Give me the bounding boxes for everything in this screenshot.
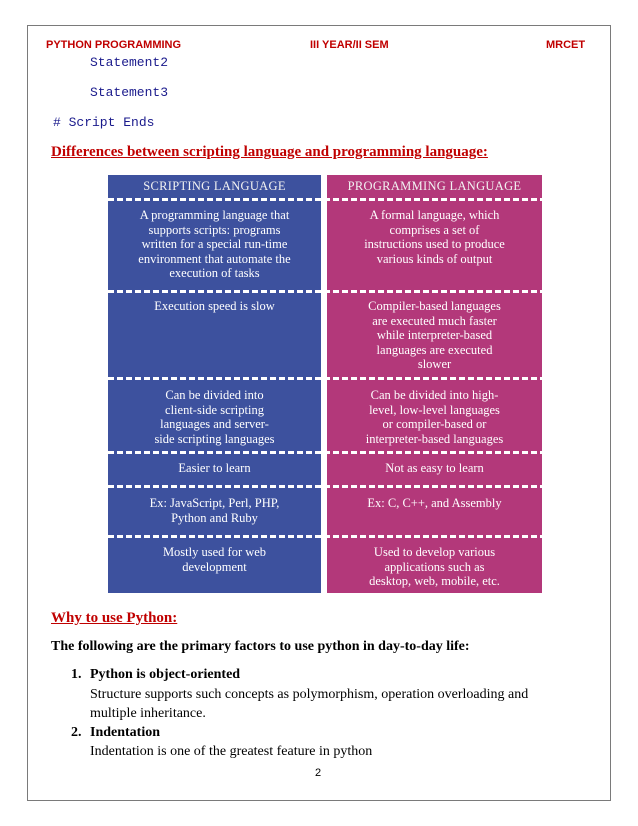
programming-header: PROGRAMMING LANGUAGE	[347, 179, 522, 193]
why-python-heading: Why to use Python:	[51, 610, 178, 626]
row6-scripting: Mostly used for web development	[162, 545, 267, 574]
row1-scripting: A programming language that supports scripts: programs written for a special run-time environment that automate the execution of tasks	[138, 208, 291, 280]
row-separator	[108, 485, 542, 488]
header-college: MRCET	[546, 39, 586, 51]
row5-programming: Ex: C, C++, and Assembly	[367, 496, 502, 510]
row1-programming: A formal language, which comprises a set of instructions used to produce various kinds of output	[364, 208, 505, 266]
row-separator	[108, 377, 542, 380]
row2-scripting: Execution speed is slow	[154, 299, 275, 313]
factor-1-title: Python is object-oriented	[90, 667, 241, 682]
code-statement3: Statement3	[90, 85, 169, 100]
header-subject: PYTHON PROGRAMMING	[46, 39, 182, 51]
row-separator	[108, 198, 542, 201]
factor-1-line-1: Structure supports such concepts as polymorphism, operation overloading and	[90, 687, 529, 702]
row5-scripting: Ex: JavaScript, Perl, PHP, Python and Ruby	[149, 496, 280, 525]
column-divider	[321, 175, 327, 593]
row-separator	[108, 535, 542, 538]
comparison-table	[108, 175, 542, 593]
factor-2-line-1: Indentation is one of the greatest feature in python	[90, 744, 373, 759]
row-separator	[108, 451, 542, 454]
intro-text: The following are the primary factors to use python in day-to-day life:	[51, 639, 470, 654]
row3-scripting: Can be divided into client-side scripting languages and server- side scripting languages	[154, 388, 275, 446]
row6-programming: Used to develop various applications such as desktop, web, mobile, etc.	[369, 545, 500, 588]
row4-programming: Not as easy to learn	[385, 461, 484, 475]
row-separator	[108, 290, 542, 293]
row3-programming: Can be divided into high- level, low-level languages or compiler-based or interpreter-based languages	[365, 388, 504, 446]
factor-2-number: 2.	[71, 725, 82, 740]
header-year: III YEAR/II SEM	[310, 39, 389, 51]
row2-programming: Compiler-based languages are executed much faster while interpreter-based languages are executed slower	[368, 299, 501, 371]
scripting-header: SCRIPTING LANGUAGE	[143, 179, 286, 193]
factor-2-title: Indentation	[90, 725, 161, 740]
factor-1-line-2: multiple inheritance.	[90, 706, 206, 721]
code-statement2: Statement2	[90, 55, 169, 70]
code-script-ends: # Script Ends	[53, 115, 155, 130]
factor-1-number: 1.	[71, 667, 82, 682]
page-number: 2	[315, 767, 322, 779]
differences-heading: Differences between scripting language and programming language:	[51, 144, 488, 160]
row4-scripting: Easier to learn	[178, 461, 251, 475]
